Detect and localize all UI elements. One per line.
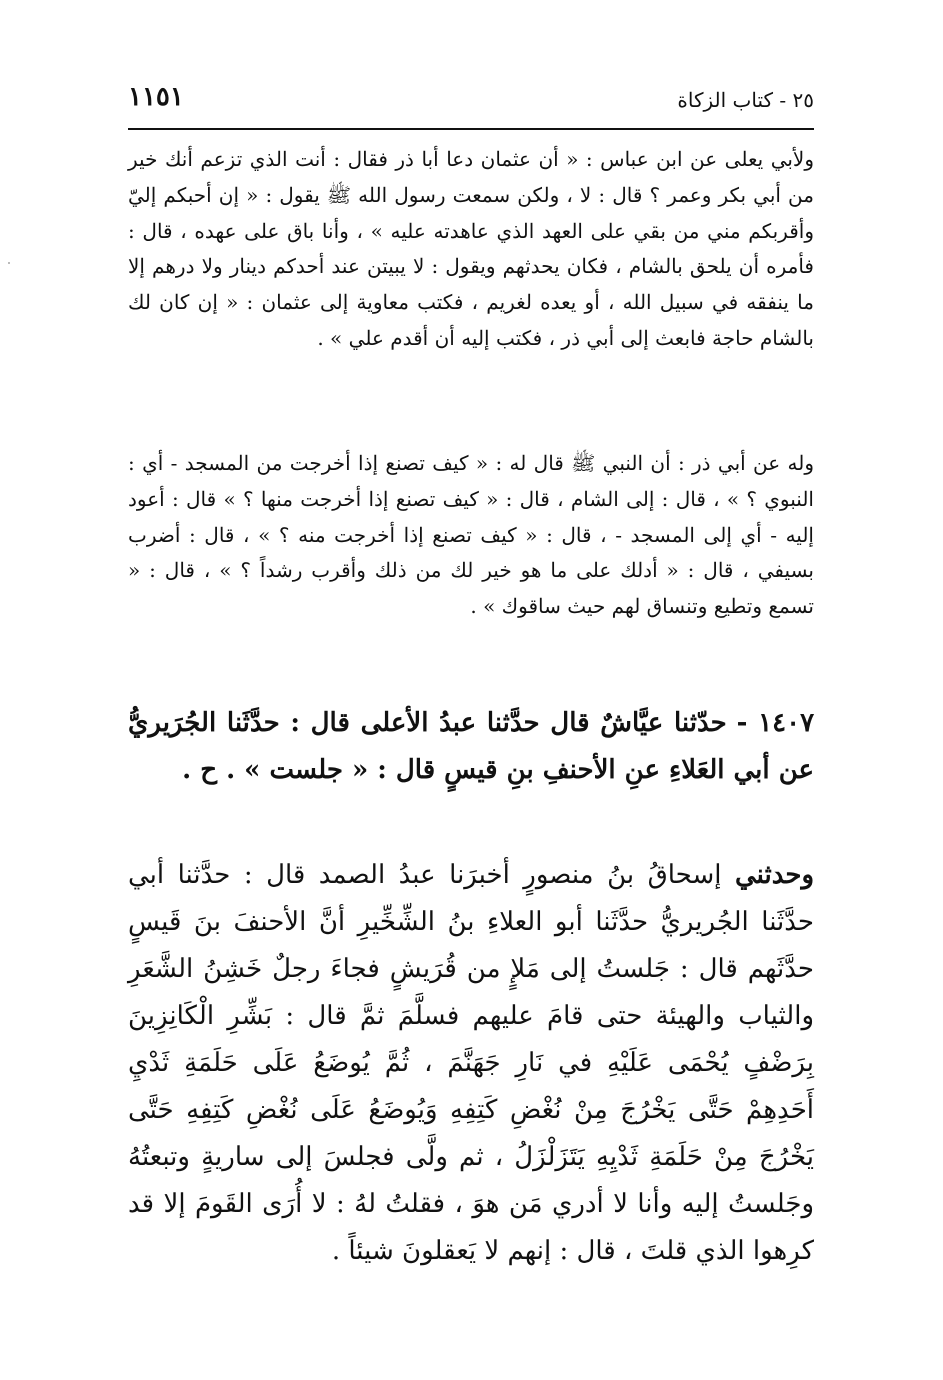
page-header <box>128 82 814 124</box>
hadith-chain-text: حدّثنا عيَّاشٌ قال حدَّثنا عبدُ الأعلى قال : حدَّثَنا الجُرَيريُّ عن أبي العَلاءِ عنِ الأحنفِ بنِ قيسٍ قال : « جلست » . ح . <box>128 708 814 785</box>
header-rule <box>128 128 814 130</box>
hadith-text-wrapper <box>128 700 814 794</box>
hadith-body-wrapper <box>128 852 814 1275</box>
commentary-text-2: وله عن أبي ذر : أن النبي ﷺ قال له : « كيف تصنع إذا أخرجت من المسجد - أي : النبوي ؟ » ، قال : إلى الشام ، قال : « كيف تصنع إذا أخرجت منها ؟ » قال : أعود إليه - أي إلى المسجد - ، قال : « كيف تصنع إذا أخرجت منه ؟ » ، قال : أضرب بسيفي ، قال : « أدلك على ما هو خير لك من ذلك وأقرب رشداً ؟ » ، قال : « تسمع وتطيع وتنساق لهم حيث ساقوك » . <box>128 451 814 619</box>
chapter-title: ٢٥ - كتاب الزكاة <box>677 88 814 112</box>
commentary-text-1: ولأبي يعلى عن ابن عباس : « أن عثمان دعا أبا ذر فقال : أنت الذي تزعم أنك خير من أبي بكر وعمر ؟ قال : لا ، ولكن سمعت رسول الله ﷺ يقول : « إن أحبكم إليّ وأقربكم مني من بقي على العهد الذي عاهدته عليه » ، وأنا باق على عهده ، قال : فأمره أن يلحق بالشام ، فكان يحدثهم ويقول : لا يبيتن عند أحدكم دينار ولا درهم إلا ما ينفقه في سبيل الله ، أو يعده لغريم ، فكتب معاوية إلى عثمان : « إن كان لك بالشام حاجة فابعث إلى أبي ذر ، فكتب إليه أن أقدم علي » . <box>128 147 814 350</box>
hadith-body-lead: وحدثني <box>734 860 815 890</box>
margin-mark <box>8 262 10 264</box>
commentary-paragraph-1 <box>128 142 814 357</box>
hadith-number: ١٤٠٧ - <box>736 708 815 738</box>
page-number: ١١٥١ <box>128 82 184 112</box>
hadith-body-text: إسحاقُ بنُ منصورٍ أخبرَنا عبدُ الصمد قال : حدَّثنا أبي حدَّثَنا الجُريريُّ حدَّثَنا أبو العلاءِ بنُ الشِّخِّيرِ أنَّ الأحنفَ بنَ قَيسٍ حدَّثَهم قال : جَلستُ إلى مَلإٍ من قُرَيشٍ فجاءَ رجلٌ خَشِنُ الشَّعَرِ والثياب والهيئة حتى قامَ عليهم فسلَّمَ ثمَّ قال : بَشِّرِ الْكَانِزِينَ بِرَضْفٍ يُحْمَى عَلَيْهِ في نَارِ جَهَنَّمَ ، ثُمَّ يُوضَعُ عَلَى حَلَمَةِ ثَدْيِ أَحَدِهِمْ حَتَّى يَخْرُجَ مِنْ نُغْضِ كَتِفِهِ وَيُوضَعُ عَلَى نُغْضِ كَتِفِهِ حَتَّى يَخْرُجَ مِنْ حَلَمَةِ ثَدْيِهِ يَتَزَلْزَلُ ، ثم ولَّى فجلسَ إلى ساريةٍ وتبعتُهُ وجَلستُ إليه وأنا لا أدري مَن هوَ ، فقلتُ لهُ : لا أُرَى القَومَ إلا قد كرِهوا الذي قلتَ ، قال : إنهم لا يَعقلونَ شيئاً . <box>128 860 814 1266</box>
hadith-paragraph <box>128 700 814 794</box>
commentary-paragraph-2 <box>128 446 814 625</box>
hadith-body-paragraph <box>128 852 814 1275</box>
